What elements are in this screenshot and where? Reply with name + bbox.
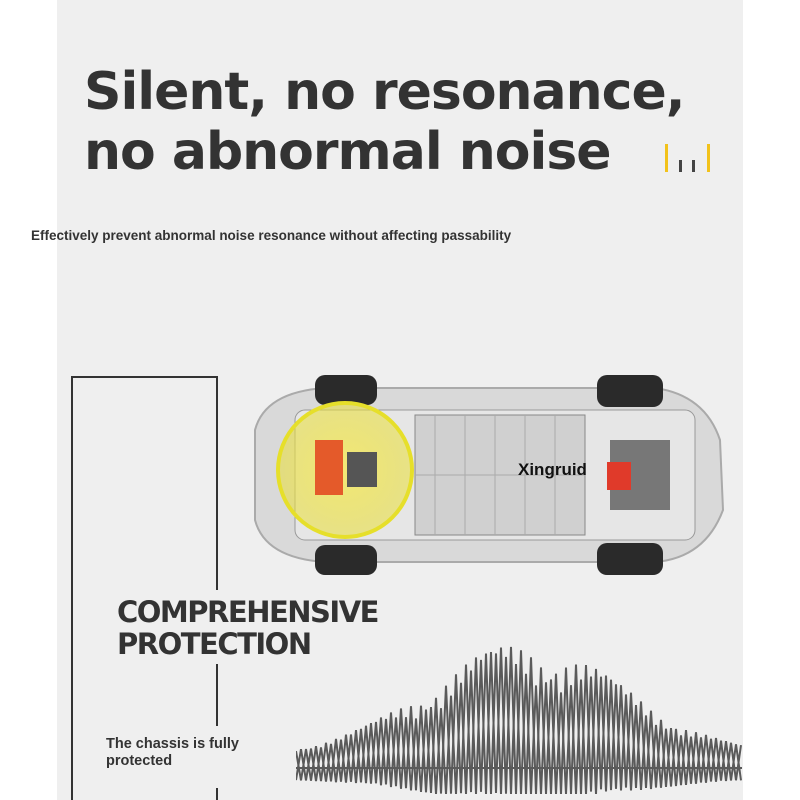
- frame-line-right: [216, 376, 218, 590]
- frame-line-top: [71, 376, 218, 378]
- sound-bars-icon: [665, 144, 711, 172]
- frame-line-right-mid: [216, 664, 218, 726]
- caption-line-1: The chassis is fully: [106, 736, 239, 752]
- sound-waveform-graphic: [296, 640, 742, 798]
- headline-line-1: Silent, no resonance,: [84, 62, 685, 122]
- caption-line-2: protected: [106, 753, 173, 769]
- frame-line-left: [71, 376, 73, 800]
- headline: [84, 62, 685, 182]
- subtitle: Effectively prevent abnormal noise resonance without affecting passability: [31, 228, 512, 243]
- section-caption: [106, 736, 239, 770]
- section-heading-line-1: COMPREHENSIVE: [117, 595, 378, 629]
- headline-line-2: no abnormal noise: [84, 122, 611, 182]
- car-chassis-illustration: [235, 370, 735, 580]
- section-heading-line-2: PROTECTION: [117, 627, 311, 661]
- watermark: Xingruid: [518, 460, 587, 479]
- frame-line-right-bottom: [216, 788, 218, 800]
